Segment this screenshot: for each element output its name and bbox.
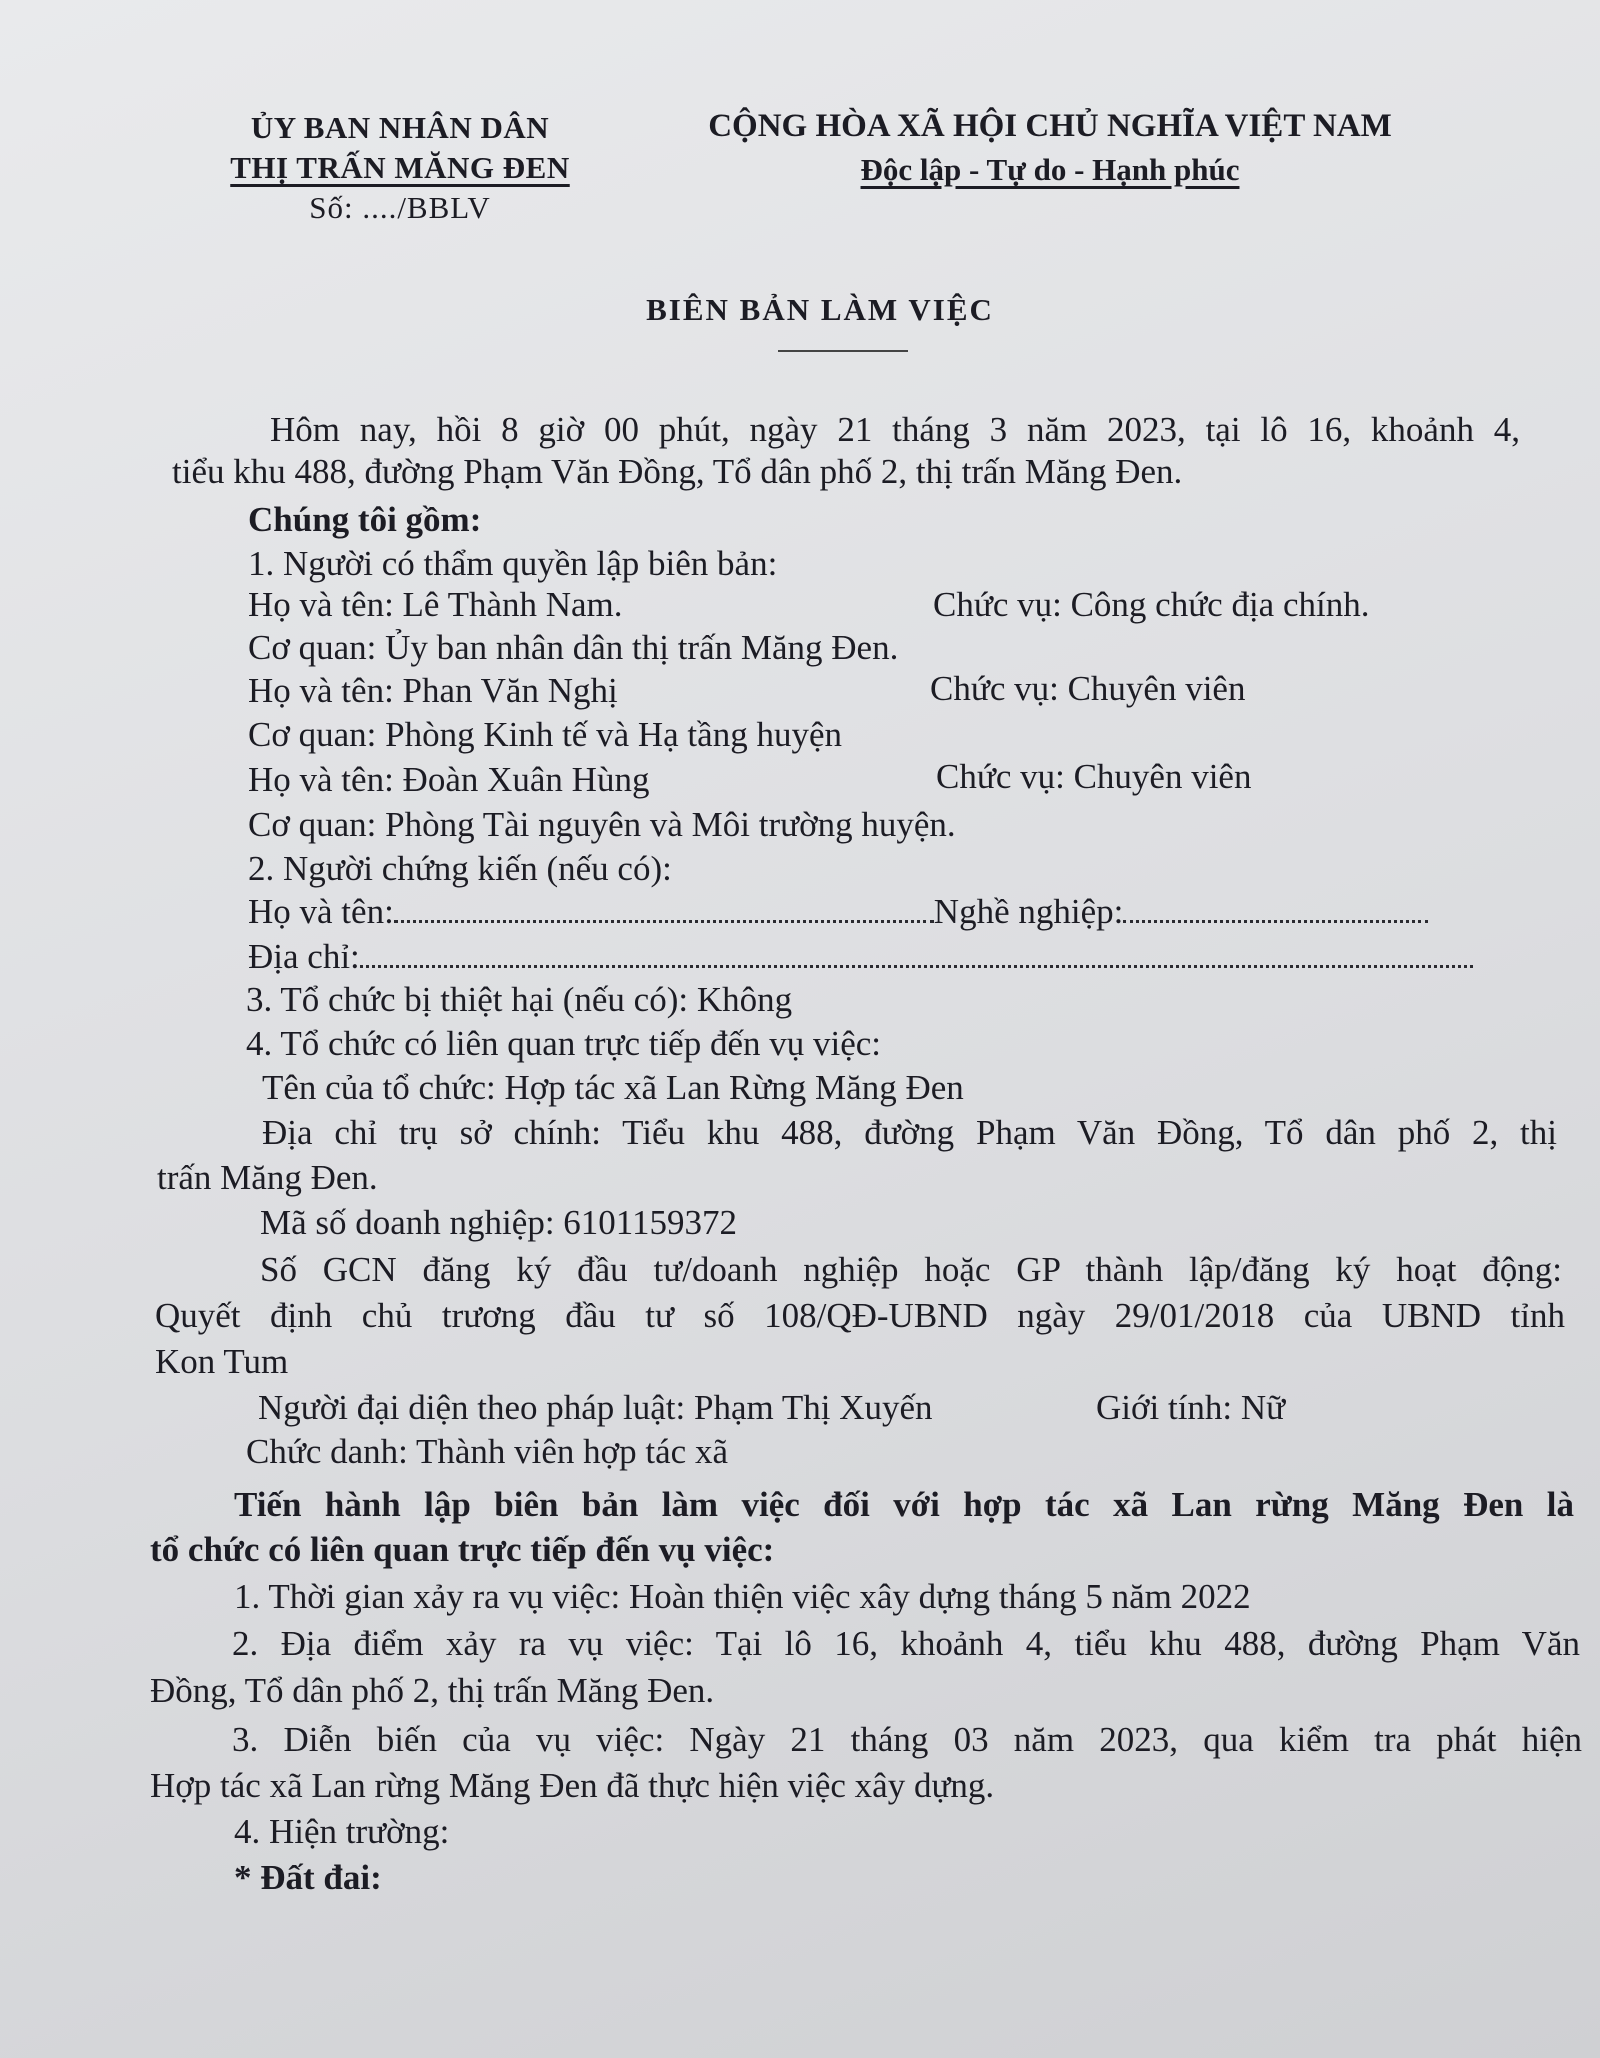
witness-address-blank <box>360 943 1473 968</box>
person-2-role: Chức vụ: Chuyên viên <box>930 669 1246 708</box>
person-1-role: Chức vụ: Công chức địa chính. <box>933 585 1370 624</box>
witness-name-row <box>248 892 1428 932</box>
person-2-agency: Cơ quan: Phòng Kinh tế và Hạ tầng huyện <box>248 715 842 754</box>
witness-job-label: Nghề nghiệp: <box>933 892 1124 931</box>
org-certificate-line-3: Kon Tum <box>155 1342 289 1381</box>
incident-progress-line-1: 3. Diễn biến của vụ việc: Ngày 21 tháng 03 năm 2023, qua kiểm tra phát hiện <box>232 1720 1582 1759</box>
org-address-line-2: trấn Măng Đen. <box>157 1158 378 1197</box>
person-3-role: Chức vụ: Chuyên viên <box>936 757 1252 796</box>
intro-line-2: tiểu khu 488, đường Phạm Văn Đồng, Tổ dân phố 2, thị trấn Măng Đen. <box>172 452 1183 491</box>
witness-job-blank <box>1123 898 1428 923</box>
person-3-name: Họ và tên: Đoàn Xuân Hùng <box>248 760 650 799</box>
document-number: Số: ..../BBLV <box>309 190 491 225</box>
org-certificate-line-2: Quyết định chủ trương đầu tư số 108/QĐ-UBND ngày 29/01/2018 của UBND tỉnh <box>155 1296 1565 1335</box>
person-1-agency: Cơ quan: Ủy ban nhân dân thị trấn Măng Đen. <box>248 628 899 667</box>
nation-title: CỘNG HÒA XÃ HỘI CHỦ NGHĨA VIỆT NAM <box>708 108 1392 144</box>
proceed-line-1: Tiến hành lập biên bản làm việc đối với hợp tác xã Lan rừng Măng Đen là <box>234 1485 1574 1524</box>
org-name: Tên của tổ chức: Hợp tác xã Lan Rừng Măng Đen <box>262 1068 964 1107</box>
org-certificate-line-1: Số GCN đăng ký đầu tư/doanh nghiệp hoặc GP thành lập/đăng ký hoạt động: <box>260 1250 1562 1289</box>
witness-name-blank <box>394 898 934 923</box>
section-2-heading: 2. Người chứng kiến (nếu có): <box>248 849 672 888</box>
land-heading: * Đất đai: <box>234 1858 382 1897</box>
section-3: 3. Tổ chức bị thiệt hại (nếu có): Không <box>246 980 793 1019</box>
authority-line-1: ỦY BAN NHÂN DÂN <box>250 110 550 145</box>
incident-location-line-1: 2. Địa điểm xảy ra vụ việc: Tại lô 16, khoảnh 4, tiểu khu 488, đường Phạm Văn <box>232 1624 1580 1663</box>
title-divider <box>778 350 908 352</box>
org-address-line-1: Địa chỉ trụ sở chính: Tiểu khu 488, đường Phạm Văn Đồng, Tổ dân phố 2, thị <box>262 1113 1557 1152</box>
person-3-agency: Cơ quan: Phòng Tài nguyên và Môi trường huyện. <box>248 805 956 844</box>
section-4-heading: 4. Tổ chức có liên quan trực tiếp đến vụ việc: <box>246 1024 882 1063</box>
incident-location-line-2: Đồng, Tổ dân phố 2, thị trấn Măng Đen. <box>150 1671 715 1710</box>
nation-motto: Độc lập - Tự do - Hạnh phúc <box>860 152 1240 187</box>
authority-line-2: THỊ TRẤN MĂNG ĐEN <box>230 150 570 185</box>
org-tax-code: Mã số doanh nghiệp: 6101159372 <box>260 1203 737 1242</box>
incident-time: 1. Thời gian xảy ra vụ việc: Hoàn thiện việc xây dựng tháng 5 năm 2022 <box>234 1577 1251 1616</box>
org-legal-representative: Người đại diện theo pháp luật: Phạm Thị Xuyến <box>258 1388 933 1427</box>
org-representative-title: Chức danh: Thành viên hợp tác xã <box>246 1432 728 1471</box>
intro-line-1: Hôm nay, hồi 8 giờ 00 phút, ngày 21 tháng 3 năm 2023, tại lô 16, khoảnh 4, <box>270 410 1520 449</box>
witness-address-row <box>248 937 1473 977</box>
proceed-line-2: tổ chức có liên quan trực tiếp đến vụ việc: <box>150 1530 775 1569</box>
incident-progress-line-2: Hợp tác xã Lan rừng Măng Đen đã thực hiện việc xây dựng. <box>150 1766 995 1805</box>
person-1-name: Họ và tên: Lê Thành Nam. <box>248 585 623 624</box>
person-2-name: Họ và tên: Phan Văn Nghị <box>248 671 618 710</box>
scene-heading: 4. Hiện trường: <box>234 1812 450 1851</box>
witness-address-label: Địa chỉ: <box>248 937 360 976</box>
document-title: BIÊN BẢN LÀM VIỆC <box>646 292 994 327</box>
national-header <box>660 104 1440 192</box>
issuing-authority <box>195 108 605 228</box>
section-1-heading: 1. Người có thẩm quyền lập biên bản: <box>248 544 778 583</box>
members-heading: Chúng tôi gồm: <box>248 500 482 539</box>
org-representative-gender: Giới tính: Nữ <box>1096 1388 1286 1427</box>
witness-name-label: Họ và tên: <box>248 892 394 931</box>
